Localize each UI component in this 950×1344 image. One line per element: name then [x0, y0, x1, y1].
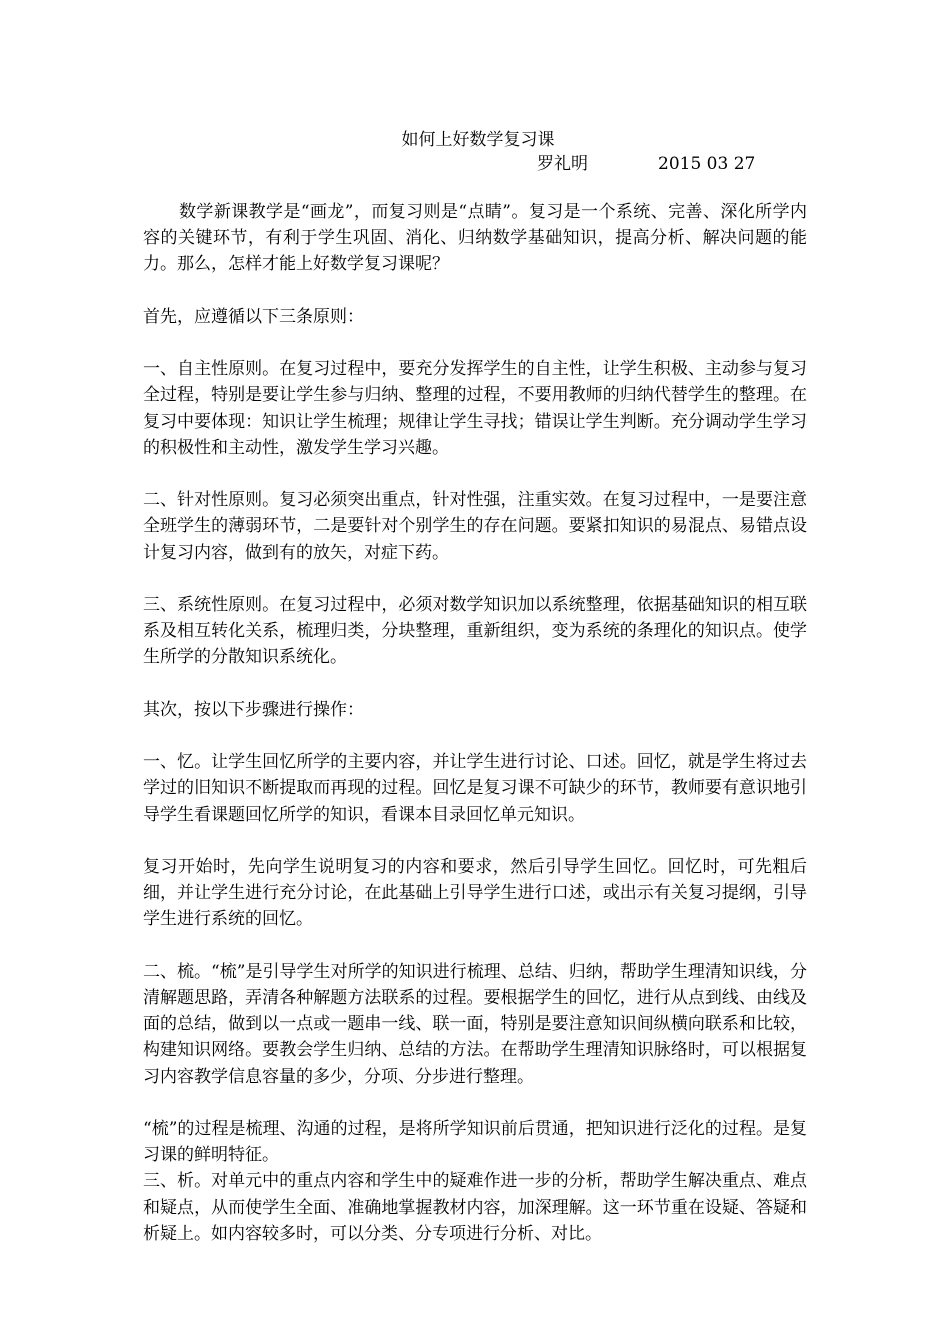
- byline: [537, 152, 755, 176]
- paragraph-principles-heading: 首先，应遵循以下三条原则：: [143, 306, 364, 327]
- document-title: 如何上好数学复习课: [401, 130, 555, 150]
- paragraph-recall-detail: 复习开始时，先向学生说明复习的内容和要求，然后引导学生回忆。回忆时，可先粗后细，并让学生进行充分讨论，在此基础上引导学生进行口述，或出示有关复习提纲，引导学生进行系统的回忆。: [143, 856, 807, 930]
- paragraph-step-recall: 一、忆。让学生回忆所学的主要内容，并让学生进行讨论、口述。回忆，就是学生将过去学过的旧知识不断提取而再现的过程。回忆是复习课不可缺少的环节，教师要有意识地引导学生看课题回忆所学的知识，看课本目录回忆单元知识。: [143, 752, 807, 825]
- paragraph-principle-autonomy: 一、自主性原则。在复习过程中，要充分发挥学生的自主性，让学生积极、主动参与复习全过程，特别是要让学生参与归纳、整理的过程，不要用教师的归纳代替学生的整理。在复习中要体现：知识让学生梳理；规律让学生寻找；错误让学生判断。充分调动学生学习的积极性和主动性，激发学生学习兴趣。: [143, 359, 807, 458]
- document-body: [143, 199, 807, 1247]
- paragraph-steps-heading: 其次，按以下步骤进行操作：: [143, 699, 364, 720]
- document-date: 2015 03 27: [658, 154, 756, 174]
- paragraph-organize-detail: “梳”的过程是梳理、沟通的过程，是将所学知识前后贯通，把知识进行泛化的过程。是复习课的鲜明特征。: [143, 1118, 807, 1166]
- paragraph-intro: 数学新课教学是“画龙”，而复习则是“点睛”。复习是一个系统、完善、深化所学内容的关键环节，有利于学生巩固、消化、归纳数学基础知识，提高分析、解决问题的能力。那么，怎样才能上好数学复习课呢？: [143, 202, 807, 275]
- author-name: 罗礼明: [537, 154, 588, 174]
- paragraph-principle-targeted: 二、针对性原则。复习必须突出重点，针对性强，注重实效。在复习过程中，一是要注意全班学生的薄弱环节，二是要针对个别学生的存在问题。要紧扣知识的易混点、易错点设计复习内容，做到有的放矢，对症下药。: [143, 490, 807, 563]
- paragraph-step-analyze: 三、析。对单元中的重点内容和学生中的疑难作进一步的分析，帮助学生解决重点、难点和疑点，从而使学生全面、准确地掌握教材内容，加深理解。这一环节重在设疑、答疑和析疑上。如内容较多时，可以分类、分专项进行分析、对比。: [143, 1171, 807, 1244]
- paragraph-principle-systematic: 三、系统性原则。在复习过程中，必须对数学知识加以系统整理，依据基础知识的相互联系及相互转化关系，梳理归类，分块整理，重新组织，变为系统的条理化的知识点。使学生所学的分散知识系统化。: [143, 594, 807, 668]
- paragraph-step-organize: 二、梳。“梳”是引导学生对所学的知识进行梳理、总结、归纳，帮助学生理清知识线，分清解题思路，弄清各种解题方法联系的过程。要根据学生的回忆，进行从点到线、由线及面的总结，做到以一点或一题串一线、联一面，特别是要注意知识间纵横向联系和比较，构建知识网络。要教会学生归纳、总结的方法。在帮助学生理清知识脉络时，可以根据复习内容教学信息容量的多少，分项、分步进行整理。: [143, 961, 807, 1087]
